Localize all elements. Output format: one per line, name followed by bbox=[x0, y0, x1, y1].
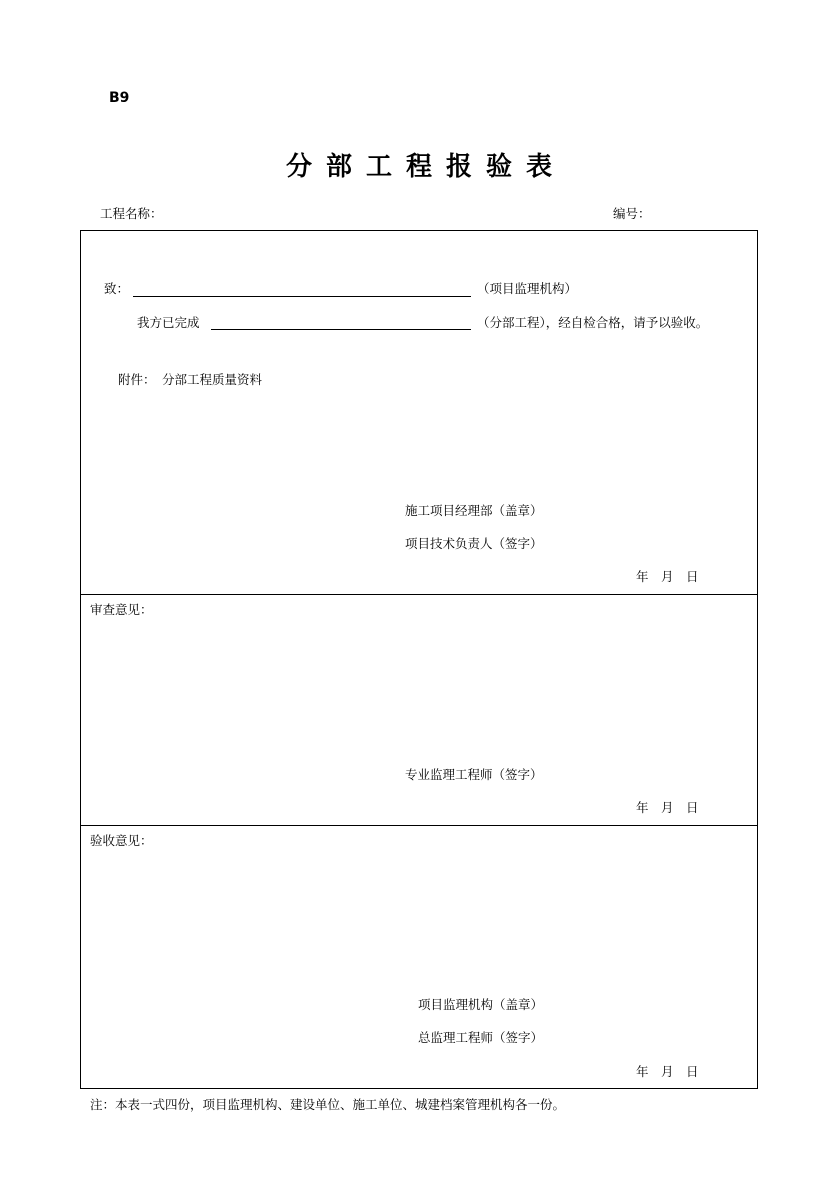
completed-work-field[interactable] bbox=[211, 329, 471, 330]
page-title: 分部工程报验表 bbox=[285, 152, 566, 182]
review-date-label: 年 月 日 bbox=[636, 800, 699, 815]
attachment-label: 附件： bbox=[118, 372, 156, 387]
review-section bbox=[80, 594, 758, 826]
project-name-label: 工程名称： bbox=[100, 206, 163, 221]
review-opinion-label: 审查意见： bbox=[90, 602, 153, 617]
to-label: 致： bbox=[104, 281, 130, 296]
submission-section bbox=[80, 230, 758, 595]
acceptance-section bbox=[80, 825, 758, 1089]
completed-suffix: （分部工程），经自检合格，请予以验收。 bbox=[477, 315, 709, 330]
form-code: B9 bbox=[109, 90, 130, 106]
footnote: 注：本表一式四份，项目监理机构、建设单位、施工单位、城建档案管理机构各一份。 bbox=[90, 1097, 566, 1112]
chief-engineer-signature-label: 总监理工程师（签字） bbox=[418, 1030, 544, 1045]
supervision-org-label: 项目监理机构（盖章） bbox=[418, 997, 544, 1012]
acceptance-opinion-label: 验收意见： bbox=[90, 833, 153, 848]
attachment-value: 分部工程质量资料 bbox=[162, 372, 263, 387]
to-suffix: （项目监理机构） bbox=[477, 281, 578, 296]
technical-lead-signature-label: 项目技术负责人（签字） bbox=[405, 536, 543, 551]
supervising-engineer-signature-label: 专业监理工程师（签字） bbox=[405, 767, 543, 782]
submission-date-label: 年 月 日 bbox=[636, 569, 699, 584]
acceptance-date-label: 年 月 日 bbox=[636, 1064, 699, 1079]
to-field[interactable] bbox=[133, 296, 471, 297]
completed-prefix: 我方已完成 bbox=[137, 315, 200, 330]
contractor-org-label: 施工项目经理部（盖章） bbox=[405, 503, 543, 518]
serial-no-label: 编号： bbox=[613, 206, 651, 221]
